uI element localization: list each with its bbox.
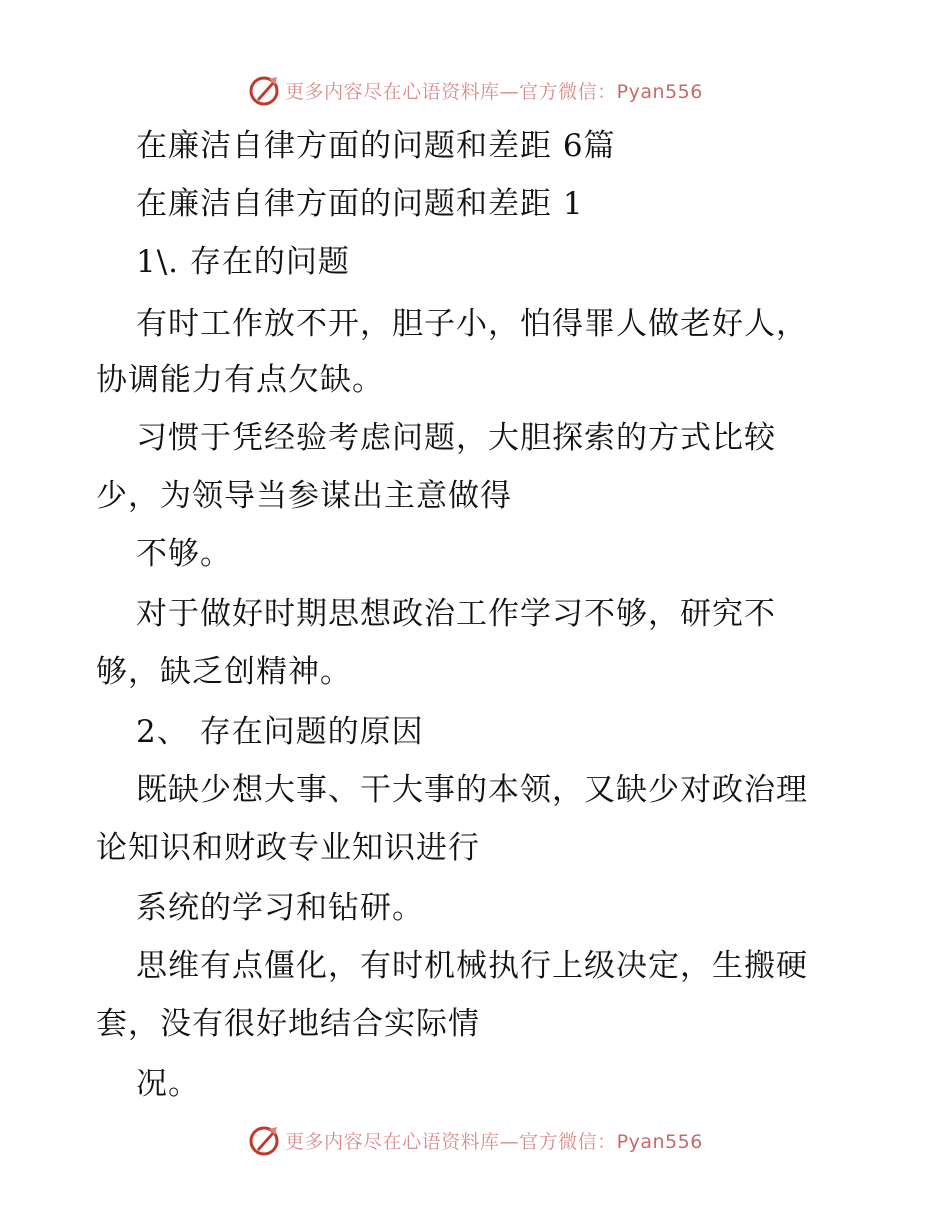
paragraph-line: 系统的学习和钻研。 <box>136 890 424 926</box>
paragraph-line: 论知识和财政专业知识进行 <box>96 830 480 866</box>
wechat-id: Pyan556 <box>616 80 703 103</box>
quill-pen-logo-icon <box>247 73 281 107</box>
footer-watermark-banner <box>0 1120 950 1160</box>
paragraph-line: 有时工作放不开，胆子小，怕得罪人做老好人， <box>136 306 808 342</box>
document-subtitle: 在廉洁自律方面的问题和差距 1 <box>136 186 584 222</box>
banner-text: 更多内容尽在心语资料库—官方微信：Pyan556 <box>285 80 703 103</box>
paragraph-line: 况。 <box>136 1066 200 1102</box>
banner-text: 更多内容尽在心语资料库—官方微信：Pyan556 <box>285 1130 703 1153</box>
paragraph-line: 协调能力有点欠缺。 <box>96 362 384 398</box>
paragraph-line: 对于做好时期思想政治工作学习不够，研究不 <box>136 596 776 632</box>
quill-pen-logo-icon <box>247 1123 281 1157</box>
document-title: 在廉洁自律方面的问题和差距 6篇 <box>136 128 616 164</box>
wechat-id: Pyan556 <box>616 1130 703 1153</box>
section-heading: 2、 存在问题的原因 <box>136 714 424 750</box>
header-watermark-banner <box>0 70 950 110</box>
paragraph-line: 套，没有很好地结合实际情 <box>96 1006 480 1042</box>
paragraph-line: 不够。 <box>136 536 232 572</box>
paragraph-line: 习惯于凭经验考虑问题，大胆探索的方式比较 <box>136 420 776 456</box>
paragraph-line: 1\. 存在的问题 <box>136 244 350 280</box>
paragraph-line: 既缺少想大事、干大事的本领，又缺少对政治理 <box>136 772 808 808</box>
paragraph-line: 少，为领导当参谋出主意做得 <box>96 478 512 514</box>
paragraph-line: 思维有点僵化，有时机械执行上级决定，生搬硬 <box>136 948 808 984</box>
paragraph-line: 够，缺乏创精神。 <box>96 654 352 690</box>
